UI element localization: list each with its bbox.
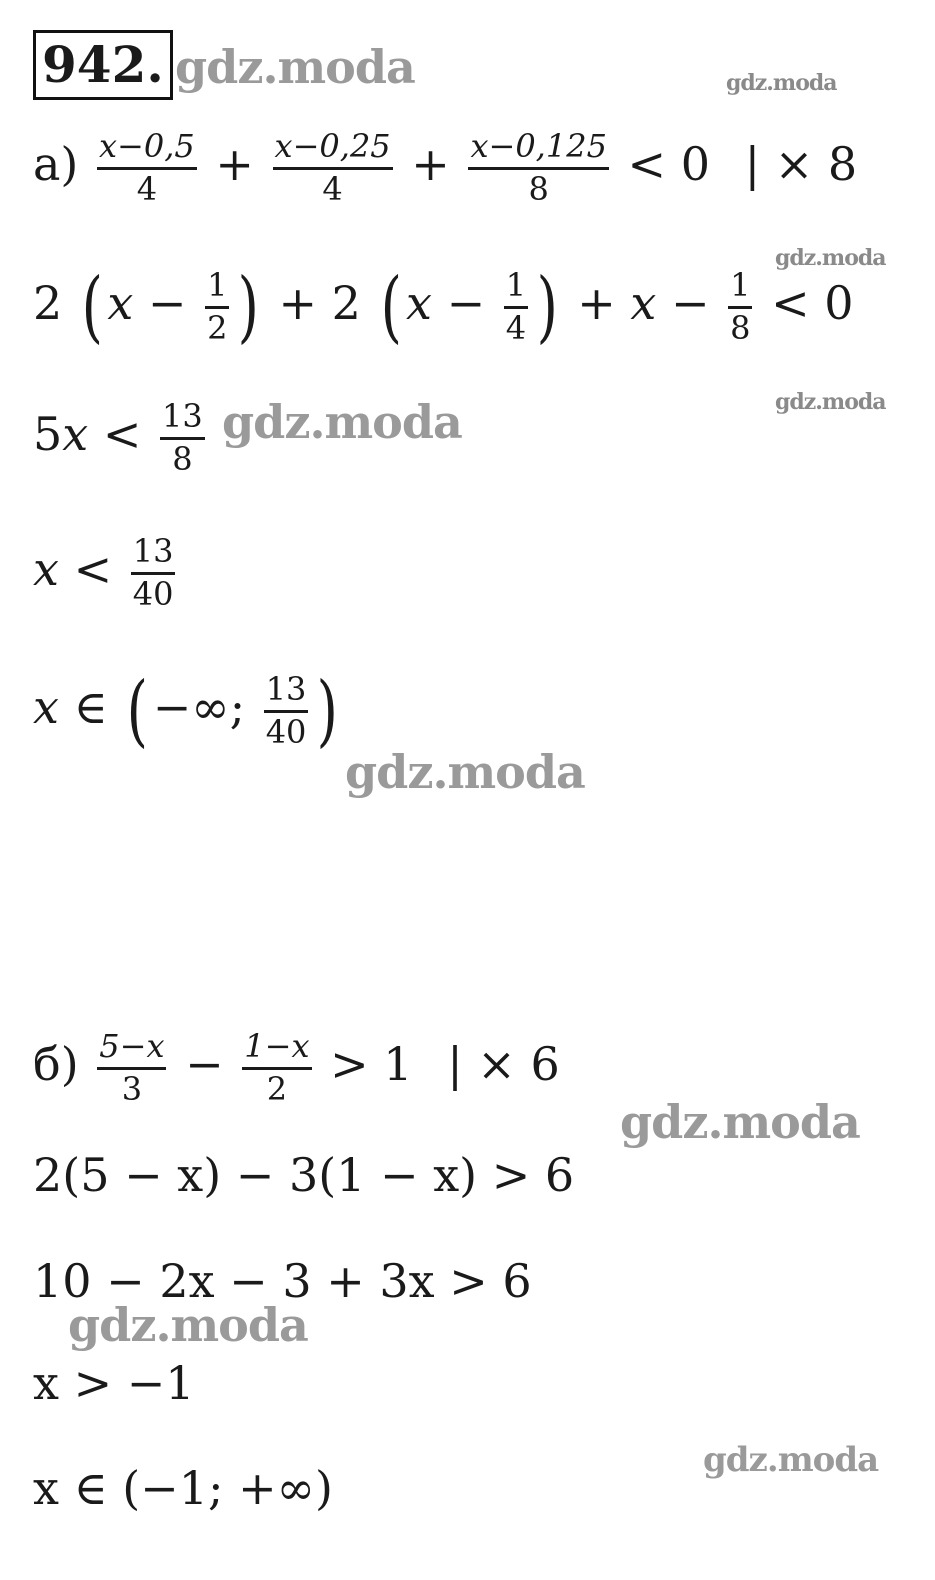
fraction: $\frac{13}{40}$ (265, 669, 307, 751)
part-b-answer: x ∈ (−1; +∞) (33, 1461, 333, 1515)
operator: − (147, 276, 187, 330)
relation: < 0 (627, 137, 710, 192)
fraction: $\frac{1}{8}$ (730, 265, 751, 347)
variable: x (406, 276, 432, 330)
variable: x (107, 276, 134, 330)
part-a-line-3 (33, 397, 209, 478)
part-a-line-1 (33, 127, 858, 208)
multiplier-note: | × 8 (744, 137, 858, 192)
task-number: 942. (33, 30, 173, 100)
operator: + (577, 276, 616, 330)
fraction: $\frac{13}{40}$ (132, 532, 174, 613)
interval-start: −∞; (152, 680, 246, 734)
watermark-logo: gdz.moda (345, 745, 585, 799)
part-b-label: б) (33, 1037, 79, 1092)
watermark-logo: gdz.moda (222, 395, 462, 449)
relation: < 0 (771, 276, 854, 330)
part-b-line-2: 2(5 − x) − 3(1 − x) > 6 (33, 1148, 575, 1202)
part-a-label: а) (33, 137, 79, 192)
part-a-line-4 (33, 532, 179, 613)
fraction: $\frac{1-x}{2}$ (244, 1027, 310, 1108)
watermark-logo: gdz.moda (175, 40, 415, 94)
relation: < (102, 407, 142, 462)
operator: − (185, 1037, 224, 1092)
open-paren: ( (126, 666, 149, 756)
close-paren: ) (316, 666, 339, 756)
operator: + (411, 137, 450, 192)
variable: x (33, 542, 59, 597)
watermark-logo: gdz.moda (68, 1298, 308, 1352)
fraction: $\frac{x-0,25}{4}$ (274, 127, 391, 208)
part-b-line-4: x > −1 (33, 1356, 195, 1410)
watermark-logo: gdz.moda (726, 70, 837, 96)
variable: x (33, 680, 59, 734)
variable: x (62, 407, 89, 462)
watermark-logo: gdz.moda (703, 1440, 879, 1480)
coefficient: 2 (33, 276, 63, 330)
fraction: $\frac{13}{8}$ (162, 397, 203, 478)
relation: < (73, 542, 113, 597)
watermark-logo: gdz.moda (775, 245, 886, 271)
watermark-logo: gdz.moda (775, 389, 886, 415)
fraction: $\frac{x-0,5}{4}$ (99, 127, 195, 208)
fraction: $\frac{5-x}{3}$ (99, 1027, 165, 1108)
part-b-line-3: 10 − 2x − 3 + 3x > 6 (33, 1254, 532, 1308)
part-a-line-2: 2 (x − $\frac{1}{2}$ ) + 2 (x − $\frac{1}{4}$ ) + x − $\frac{1}{8}$ < 0 (33, 262, 854, 352)
operator: + 2 (278, 276, 361, 330)
operator: + (215, 137, 254, 192)
coefficient: 5 (33, 407, 63, 462)
multiplier-note: | × 6 (447, 1037, 560, 1092)
fraction: $\frac{1}{4}$ (505, 265, 527, 347)
relation: > 1 (330, 1037, 413, 1092)
variable: x (630, 276, 657, 330)
part-a-answer (33, 666, 343, 756)
part-b-line-1 (33, 1027, 560, 1108)
watermark-logo: gdz.moda (620, 1095, 860, 1149)
element-of-symbol: ∈ (73, 680, 108, 734)
fraction: $\frac{x-0,125}{8}$ (470, 127, 607, 208)
operator: − (670, 276, 710, 330)
fraction: $\frac{1}{2}$ (207, 265, 228, 347)
operator: − (446, 276, 486, 330)
